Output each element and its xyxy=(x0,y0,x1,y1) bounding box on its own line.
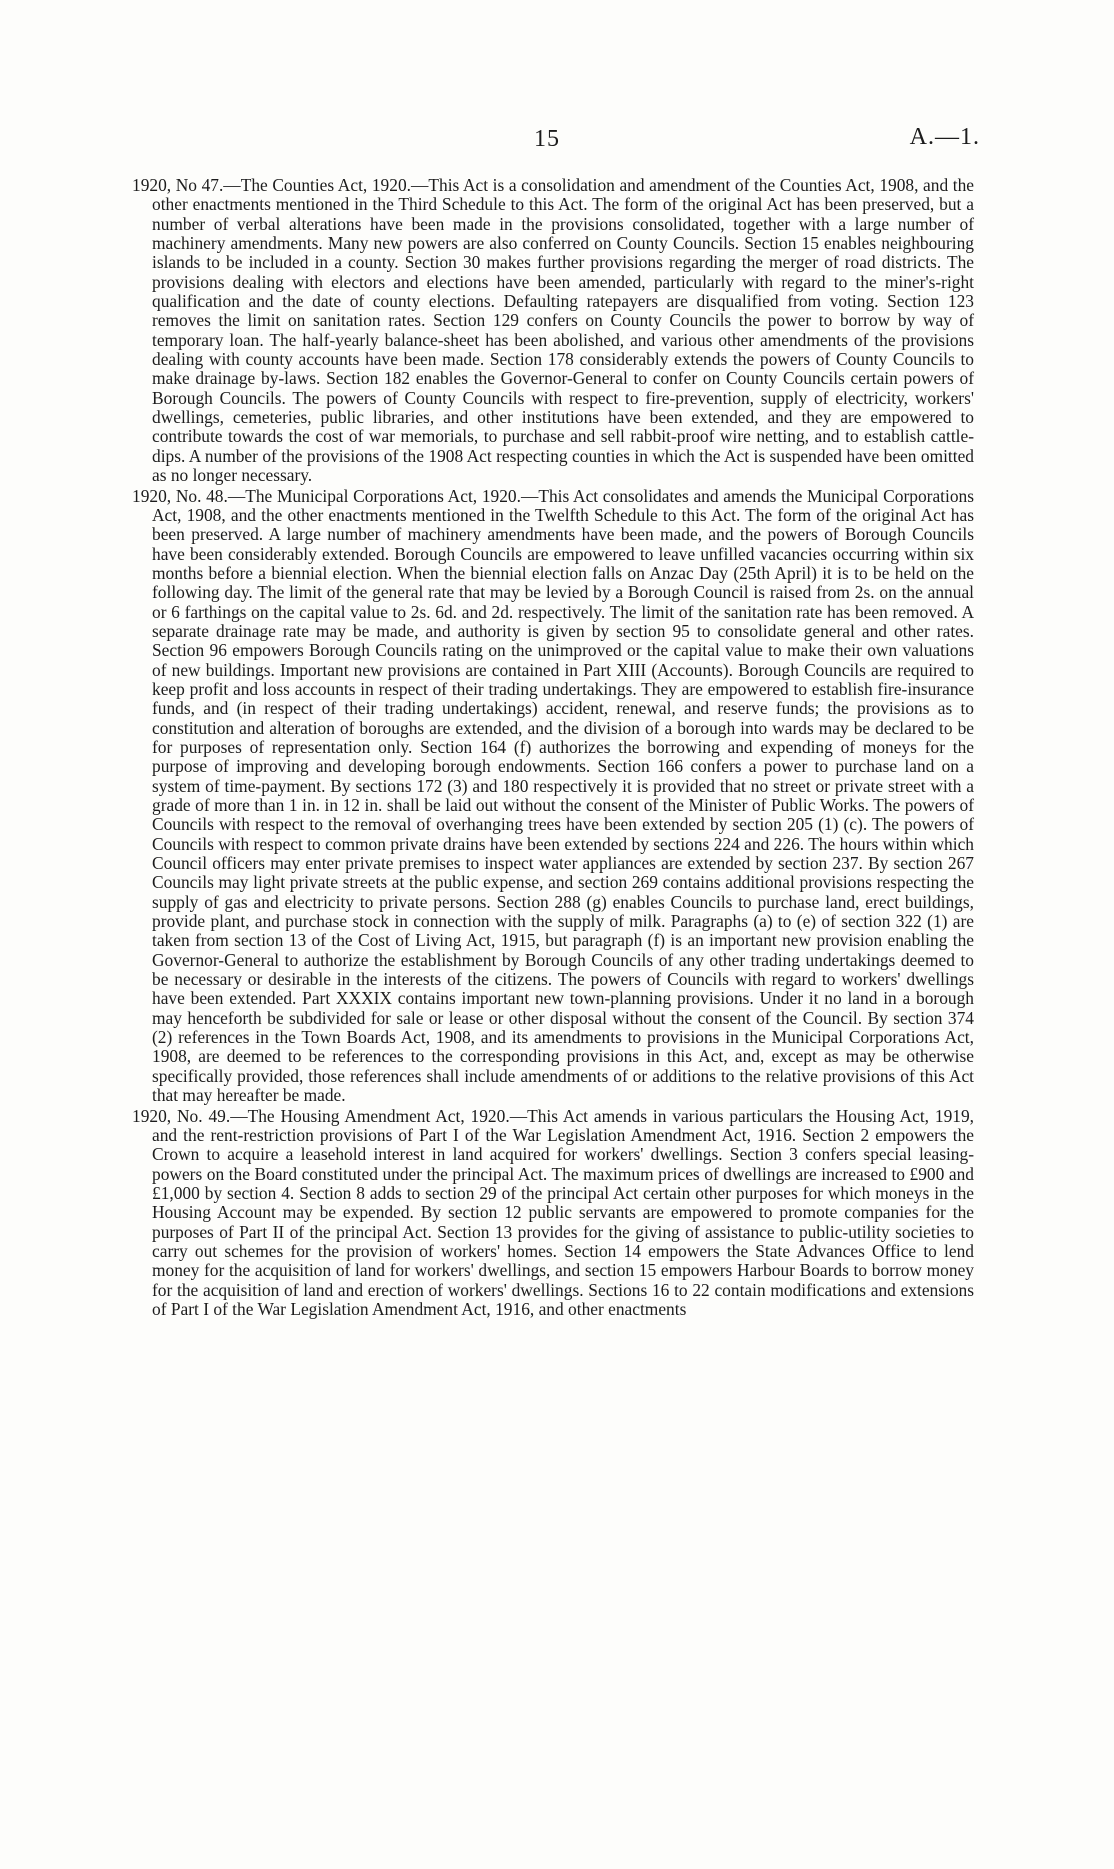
act-description: —This Act amends in various particulars the Housing Act, 1919, and the rent-restriction provisions of Part I of the War Legislation Amendment Act, 1916. Section 2 empowers the Crown to acquire a leasehold interest in land acquired for workers' dwellings. Section 3 confers special leasing-powers on the Board constituted under the principal Act. The maximum prices of dwellings are increased to £900 and £1,000 by section 4. Section 8 adds to section 29 of the principal Act certain other purposes for which moneys in the Housing Account may be expended. By section 12 public servants are empowered to promote companies for the purposes of Part II of the principal Act. Section 13 provides for the giving of assistance to public-utility societies to carry out schemes for the provision of workers' homes. Section 14 empowers the State Advances Office to lend money for the acquisition of land for workers' dwellings, and section 15 empowers Harbour Boards to borrow money for the acquisition of land and erection of workers' dwellings. Sections 16 to 22 contain modifications and extensions of Part I of the War Legislation Amendment Act, 1916, and other enactments xyxy=(152,1105,975,1319)
act-entry-counties xyxy=(132,176,974,486)
act-entry-municipal-corporations xyxy=(132,487,974,1106)
act-description: —This Act is a consolidation and amendment of the Counties Act, 1908, and the other enactments mentioned in the Third Schedule to this Act. The form of the original Act has been preserved, but a number of verbal alterations have been made in the provisions consolidated, together with a large number of machinery amendments. Many new powers are also conferred on County Councils. Section 15 enables neighbouring islands to be included in a county. Section 30 makes further provisions regarding the merger of road districts. The provisions dealing with electors and elections have been amended, particularly with regard to the miner's-right qualification and the date of county elections. Defaulting ratepayers are disqualified from voting. Section 123 removes the limit on sanitation rates. Section 129 confers on County Councils the power to borrow by way of temporary loan. The half-yearly balance-sheet has been abolished, and various other amendments of the provisions dealing with county accounts have been made. Section 178 considerably extends the powers of County Councils to make drainage by-laws. Section 182 enables the Governor-General to confer on County Councils certain powers of Borough Councils. The powers of County Councils with respect to fire-prevention, supply of electricity, workers' dwellings, cemeteries, public libraries, and other institutions have been extended, and they are empowered to contribute towards the cost of war memorials, to purchase and sell rabbit-proof wire netting, and to establish cattle-dips. A number of the provisions of the 1908 Act respecting counties in which the Act is suspended have been omitted as no longer necessary. xyxy=(152,175,975,486)
document-body xyxy=(132,176,974,1319)
act-heading: 1920, No. 48.—The Municipal Corporations Act, 1920. xyxy=(132,485,521,506)
act-entry-housing-amendment xyxy=(132,1107,974,1320)
page-number: 15 xyxy=(534,126,560,152)
act-heading: 1920, No 47.—The Counties Act, 1920. xyxy=(132,175,411,195)
act-heading: 1920, No. 49.—The Housing Amendment Act, 1920. xyxy=(132,1105,510,1126)
act-description: —This Act consolidates and amends the Municipal Corporations Act, 1908, and the other enactments mentioned in the Twelfth Schedule to this Act. The form of the original Act has been preserved. A large number of machinery amendments have been made, and the powers of Borough Councils have been considerably extended. Borough Councils are empowered to leave unfilled vacancies occurring within six months before a biennial election. When the biennial election falls on Anzac Day (25th April) it is to be held on the following day. The limit of the general rate that may be levied by a Borough Council is raised from 2s. on the annual or 6 farthings on the capital value to 2s. 6d. and 2d. respectively. The limit of the sanitation rate has been removed. A separate drainage rate may be made, and authority is given by section 95 to consolidate general and other rates. Section 96 empowers Borough Councils rating on the unimproved or the capital value to make their own valuations of new buildings. Important new provisions are contained in Part XIII (Accounts). Borough Councils are required to keep profit and loss accounts in respect of their trading undertakings. They are empowered to establish fire-insurance funds, and (in respect of their trading undertakings) accident, renewal, and reserve funds; the provisions as to constitution and alteration of boroughs are extended, and the division of a borough into wards may be declared to be for purposes of representation only. Section 164 (f) authorizes the borrowing and expending of moneys for the purpose of improving and developing borough endowments. Section 166 confers a power to purchase land on a system of time-payment. By sections 172 (3) and 180 respectively it is provided that no street or private street with a grade of more than 1 in. in 12 in. shall be laid out without the consent of the Minister of Public Works. The powers of Councils with respect to the removal of overhanging trees have been extended by section 205 (1) (c). The powers of Councils with respect to common private drains have been extended by sections 224 and 226. The hours within which Council officers may enter private premises to inspect water appliances are extended by section 237. By section 267 Councils may light private streets at the public expense, and section 269 contains additional provisions respecting the supply of gas and electricity to private persons. Section 288 (g) enables Councils to purchase land, erect buildings, provide plant, and purchase stock in connection with the supply of milk. Paragraphs (a) to (e) of section 322 (1) are taken from section 13 of the Cost of Living Act, 1915, but paragraph (f) is an important new provision enabling the Governor-General to authorize the establishment by Borough Councils of any other trading undertakings deemed to be necessary or desirable in the interests of the citizens. The powers of Councils with regard to workers' dwellings have been extended. Part XXXIX contains important new town-planning provisions. Under it no land in a borough may henceforth be subdivided for sale or lease or other disposal without the consent of the Council. By section 374 (2) references in the Town Boards Act, 1908, and its amendments to provisions in the Municipal Corporations Act, 1908, are deemed to be references to the corresponding provisions in this Act, and, except as may be otherwise specifically provided, those references shall include amendments of or additions to the relative provisions of this Act that may hereafter be made. xyxy=(152,485,974,1106)
document-reference: A.—1. xyxy=(909,124,980,150)
